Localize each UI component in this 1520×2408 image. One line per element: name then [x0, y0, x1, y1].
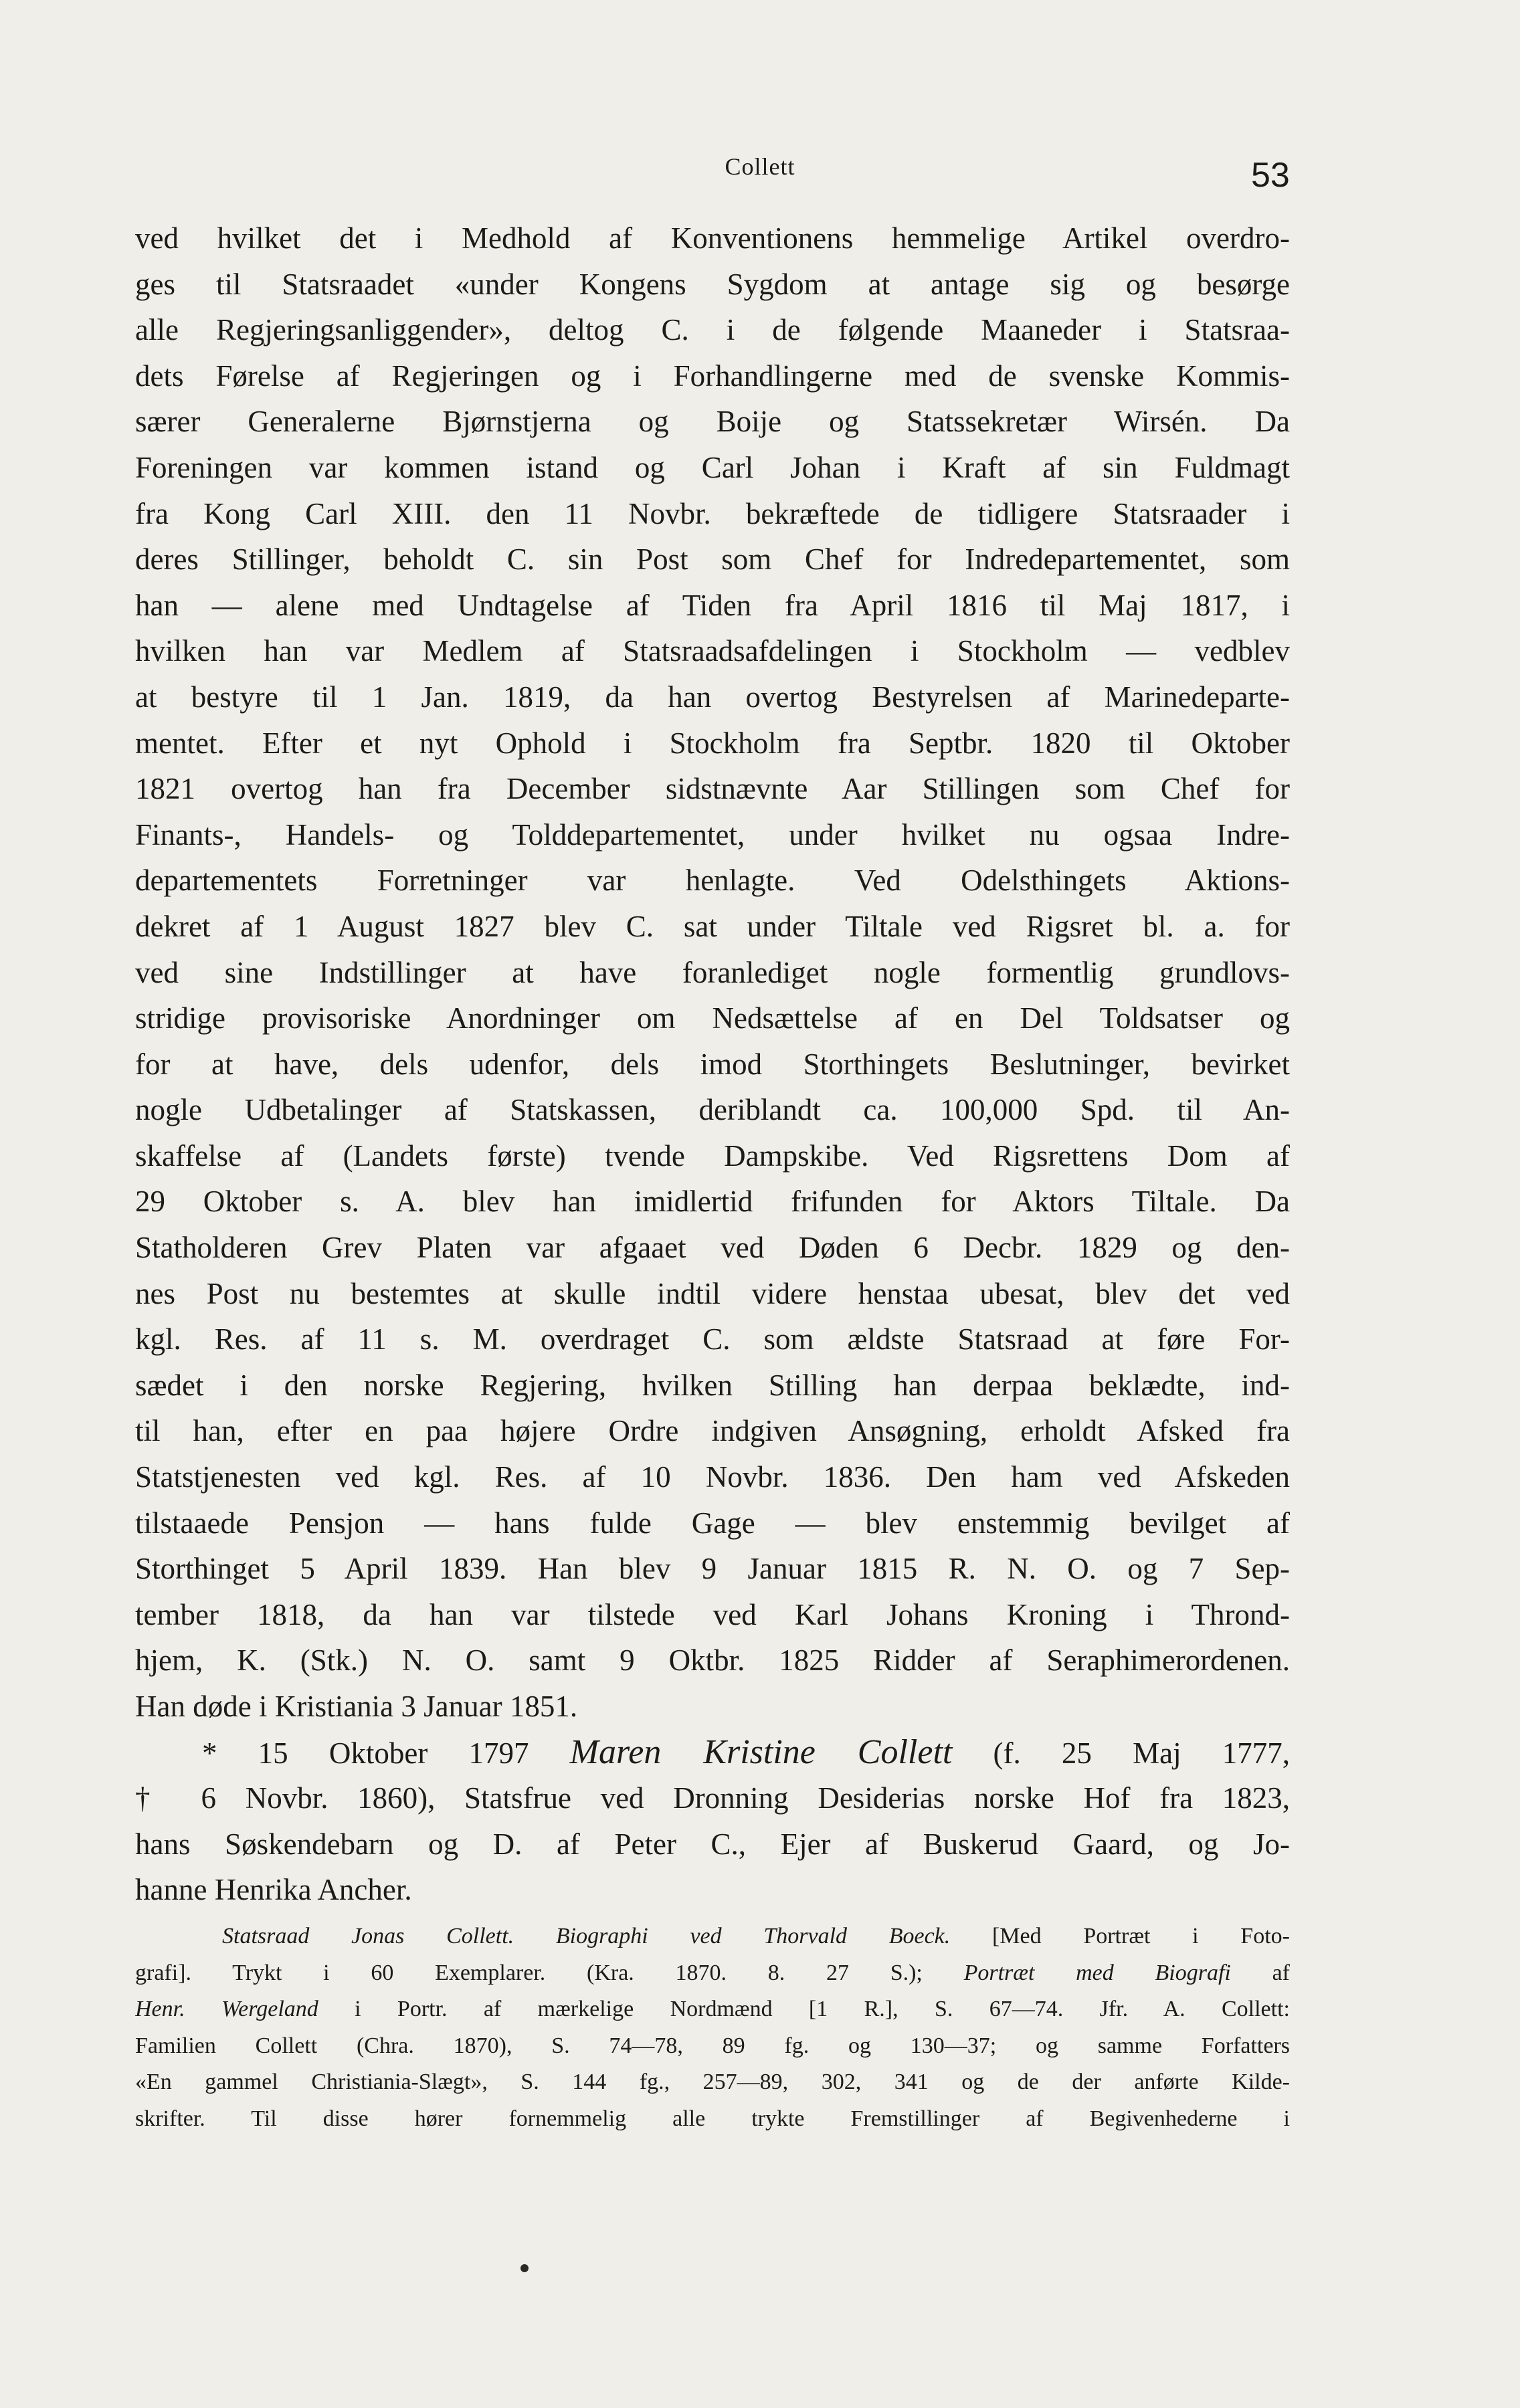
spouse-line [135, 1730, 1290, 1776]
spouse-birth: (f. 25 Maj 1777, [952, 1736, 1290, 1770]
body-line: nes Post nu bestemtes at skulle indtil videre henstaa ubesat, blev det ved [135, 1276, 1290, 1310]
body-line: dekret af 1 August 1827 blev C. sat under Tiltale ved Rigsret bl. a. for [135, 909, 1290, 943]
body-line: stridige provisoriske Anordninger om Nedsættelse af en Del Toldsatser og [135, 1001, 1290, 1035]
reference-line: «En gammel Christiania-Slægt», S. 144 fg., 257—89, 302, 341 og de der anførte Kilde- [135, 2070, 1290, 2094]
body-line: Finants-, Handels- og Tolddepartementet, under hvilket nu ogsaa Indre- [135, 817, 1290, 851]
body-line: særer Generalerne Bjørnstjerna og Boije og Statssekretær Wirsén. Da [135, 405, 1290, 439]
body-line: han — alene med Undtagelse af Tiden fra April 1816 til Maj 1817, i [135, 588, 1290, 622]
body-line: Storthinget 5 April 1839. Han blev 9 Januar 1815 R. N. O. og 7 Sep- [135, 1552, 1290, 1586]
reference-text: grafi]. Trykt i 60 Exemplarer. (Kra. 1870. 8. 27 S.); [135, 1960, 923, 1985]
spouse-name: Maren Kristine Collett [569, 1732, 953, 1771]
ink-dot [520, 2264, 529, 2272]
body-line: dets Førelse af Regjeringen og i Forhandlingerne med de svenske Kommis- [135, 359, 1290, 393]
reference-line: skrifter. Til disse hører fornemmelig alle trykte Fremstillinger af Begivenhederne i [135, 2106, 1290, 2131]
spouse-date: * 15 Oktober 1797 [202, 1736, 570, 1770]
body-line: alle Regjeringsanliggender», deltog C. i de følgende Maaneder i Statsraa- [135, 313, 1290, 347]
body-line: fra Kong Carl XIII. den 11 Novbr. bekræftede de tidligere Statsraader i [135, 496, 1290, 530]
reference-title: Statsraad Jonas Collett. Biographi ved Thorvald Boeck. [222, 1924, 951, 1948]
body-line: Foreningen var kommen istand og Carl Johan i Kraft af sin Fuldmagt [135, 450, 1290, 484]
body-line: sædet i den norske Regjering, hvilken Stilling han derpaa beklædte, ind- [135, 1368, 1290, 1402]
body-line: hanne Henrika Ancher. [135, 1873, 412, 1907]
body-line: Statholderen Grev Platen var afgaaet ved Døden 6 Decbr. 1829 og den- [135, 1231, 1290, 1265]
body-line: † 6 Novbr. 1860), Statsfrue ved Dronning Desiderias norske Hof fra 1823, [135, 1781, 1290, 1815]
body-line: Han døde i Kristiania 3 Januar 1851. [135, 1690, 578, 1723]
reference-text: af [1230, 1960, 1290, 1985]
body-text [135, 215, 1290, 1913]
body-line: ved sine Indstillinger at have foranlediget nogle formentlig grundlovs- [135, 955, 1290, 989]
body-line: hjem, K. (Stk.) N. O. samt 9 Oktbr. 1825 Ridder af Seraphimerordenen. [135, 1643, 1290, 1678]
body-line: nogle Udbetalinger af Statskassen, deriblandt ca. 100,000 Spd. til An- [135, 1093, 1290, 1127]
body-line: hvilken han var Medlem af Statsraadsafdelingen i Stockholm — vedblev [135, 634, 1290, 668]
reference-author: Henr. Wergeland [135, 1997, 318, 2021]
body-line: til han, efter en paa højere Ordre indgiven Ansøgning, erholdt Afsked fra [135, 1414, 1290, 1448]
body-line: hans Søskendebarn og D. af Peter C., Ejer af Buskerud Gaard, og Jo- [135, 1827, 1290, 1861]
references [135, 1918, 1290, 2137]
page-number: 53 [1251, 156, 1290, 195]
body-line: at bestyre til 1 Jan. 1819, da han overtog Bestyrelsen af Marinedeparte- [135, 680, 1290, 714]
reference-line [135, 1955, 1290, 1992]
reference-line: Familien Collett (Chra. 1870), S. 74—78, 89 fg. og 130—37; og samme Forfatters [135, 2033, 1290, 2058]
body-line: ges til Statsraadet «under Kongens Sygdom at antage sig og besørge [135, 267, 1290, 301]
body-line: 1821 overtog han fra December sidstnævnte Aar Stillingen som Chef for [135, 772, 1290, 806]
body-line: mentet. Efter et nyt Ophold i Stockholm fra Septbr. 1820 til Oktober [135, 726, 1290, 760]
body-line: skaffelse af (Landets første) tvende Dampskibe. Ved Rigsrettens Dom af [135, 1138, 1290, 1173]
body-line: ved hvilket det i Medhold af Konventionens hemmelige Artikel overdro- [135, 221, 1290, 255]
reference-text: i Portr. af mærkelige Nordmænd [1 R.], S. 67—74. Jfr. A. Collett: [318, 1997, 1290, 2021]
body-line: for at have, dels udenfor, dels imod Storthingets Beslutninger, bevirket [135, 1047, 1290, 1081]
body-line: departementets Forretninger var henlagte. Ved Odelsthingets Aktions- [135, 864, 1290, 898]
reference-line [135, 1918, 1290, 1955]
body-line: 29 Oktober s. A. blev han imidlertid frifunden for Aktors Tiltale. Da [135, 1185, 1290, 1219]
reference-line [135, 1991, 1290, 2028]
body-line: Statstjenesten ved kgl. Res. af 10 Novbr. 1836. Den ham ved Afskeden [135, 1460, 1290, 1494]
body-line: tilstaaede Pensjon — hans fulde Gage — blev enstemmig bevilget af [135, 1506, 1290, 1540]
body-line: deres Stillinger, beholdt C. sin Post som Chef for Indredepartementet, som [135, 542, 1290, 577]
body-line: kgl. Res. af 11 s. M. overdraget C. som ældste Statsraad at føre For- [135, 1322, 1290, 1357]
reference-text: [Med Portræt i Foto- [950, 1924, 1290, 1948]
body-line: tember 1818, da han var tilstede ved Karl Johans Kroning i Thrond- [135, 1597, 1290, 1631]
running-head: Collett [725, 153, 795, 180]
reference-title: Portræt med Biografi [922, 1960, 1231, 1985]
